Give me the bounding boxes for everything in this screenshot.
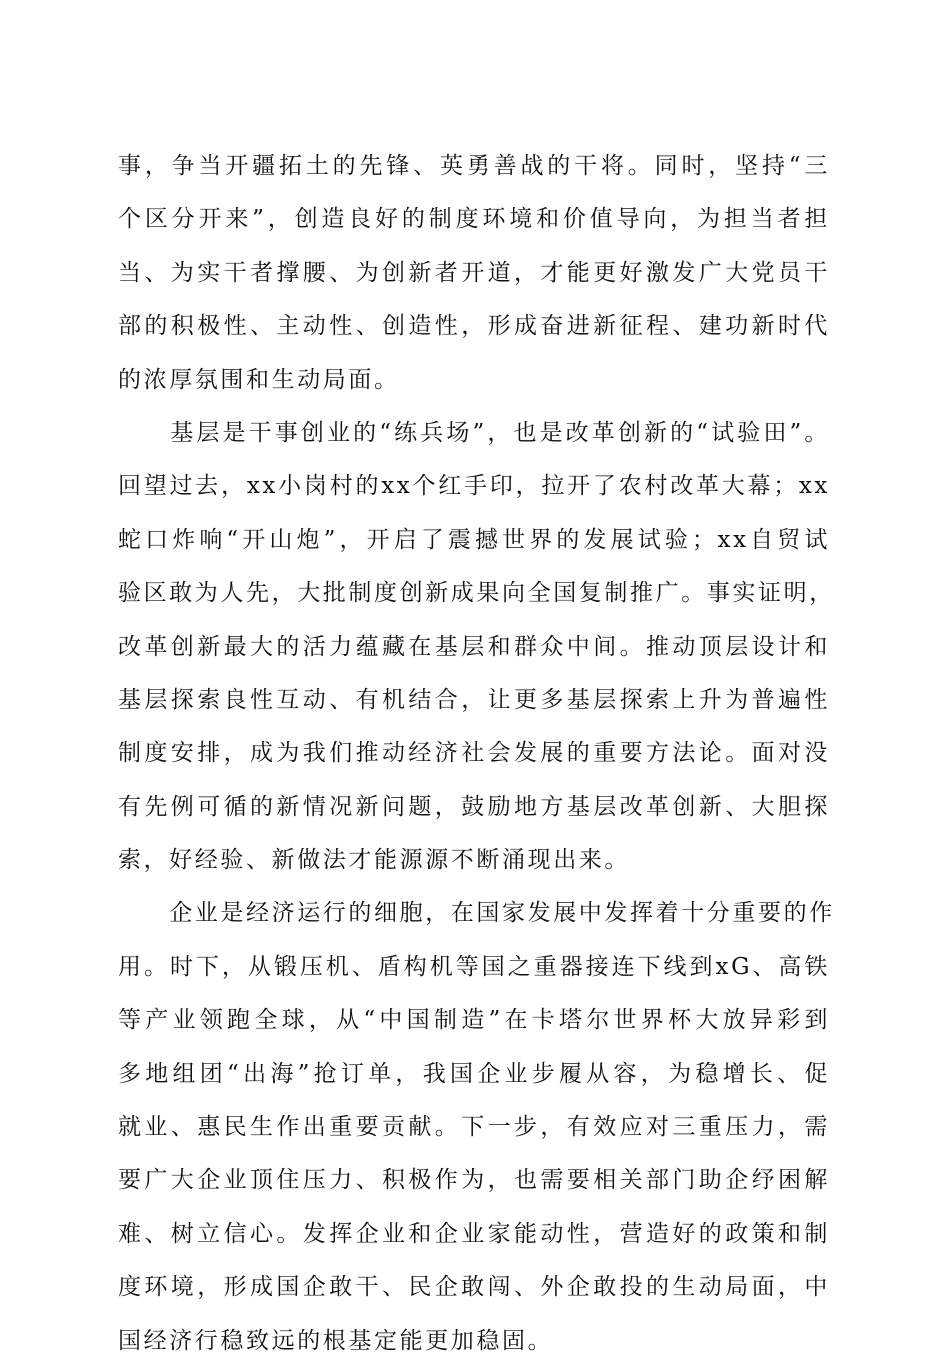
text-line: 多地组团“出海”抢订单，我国企业步履从容，为稳增长、促	[118, 1060, 830, 1087]
text-line: 的浓厚氛围和生动局面。	[118, 366, 400, 393]
text-line: 用。时下，从锻压机、盾构机等国之重器接连下线到xG、高铁	[118, 953, 830, 980]
text-line: 难、树立信心。发挥企业和企业家能动性，营造好的政策和制	[118, 1220, 830, 1247]
text-line: 蛇口炸响“开山炮”，开启了震撼世界的发展试验；xx自贸试	[118, 526, 830, 553]
text-line: 基层是干事创业的“练兵场”，也是改革创新的“试验田”。	[118, 419, 830, 446]
text-line: 当、为实干者撑腰、为创新者开道，才能更好激发广大党员干	[118, 259, 830, 286]
text-line: 制度安排，成为我们推动经济社会发展的重要方法论。面对没	[118, 740, 830, 767]
text-line: 事，争当开疆拓土的先锋、英勇善战的干将。同时，坚持“三	[118, 153, 830, 179]
text-line: 要广大企业顶住压力、积极作为，也需要相关部门助企纾困解	[118, 1167, 830, 1194]
text-line: 索，好经验、新做法才能源源不断涌现出来。	[118, 847, 630, 874]
paragraph-1	[118, 140, 830, 407]
text-line: 度环境，形成国企敢干、民企敢闯、外企敢投的生动局面，中	[118, 1274, 830, 1301]
text-line: 有先例可循的新情况新问题，鼓励地方基层改革创新、大胆探	[118, 793, 830, 820]
document-page	[118, 140, 835, 1368]
text-line: 基层探索良性互动、有机结合，让更多基层探索上升为普遍性	[118, 686, 830, 713]
text-line: 回望过去，xx小岗村的xx个红手印，拉开了农村改革大幕；xx	[118, 473, 830, 500]
text-line: 企业是经济运行的细胞，在国家发展中发挥着十分重要的作	[118, 900, 835, 927]
text-line: 国经济行稳致远的根基定能更加稳固。	[118, 1327, 554, 1354]
text-line: 等产业领跑全球，从“中国制造”在卡塔尔世界杯大放异彩到	[118, 1007, 830, 1034]
text-line: 改革创新最大的活力蕴藏在基层和群众中间。推动顶层设计和	[118, 633, 830, 660]
paragraph-2	[118, 407, 835, 888]
text-line: 个区分开来”，创造良好的制度环境和价值导向，为担当者担	[118, 206, 830, 233]
paragraph-3	[118, 887, 835, 1368]
text-line: 验区敢为人先，大批制度创新成果向全国复制推广。事实证明，	[118, 580, 835, 607]
text-line: 部的积极性、主动性、创造性，形成奋进新征程、建功新时代	[118, 313, 830, 340]
text-line: 就业、惠民生作出重要贡献。下一步，有效应对三重压力，需	[118, 1114, 830, 1141]
